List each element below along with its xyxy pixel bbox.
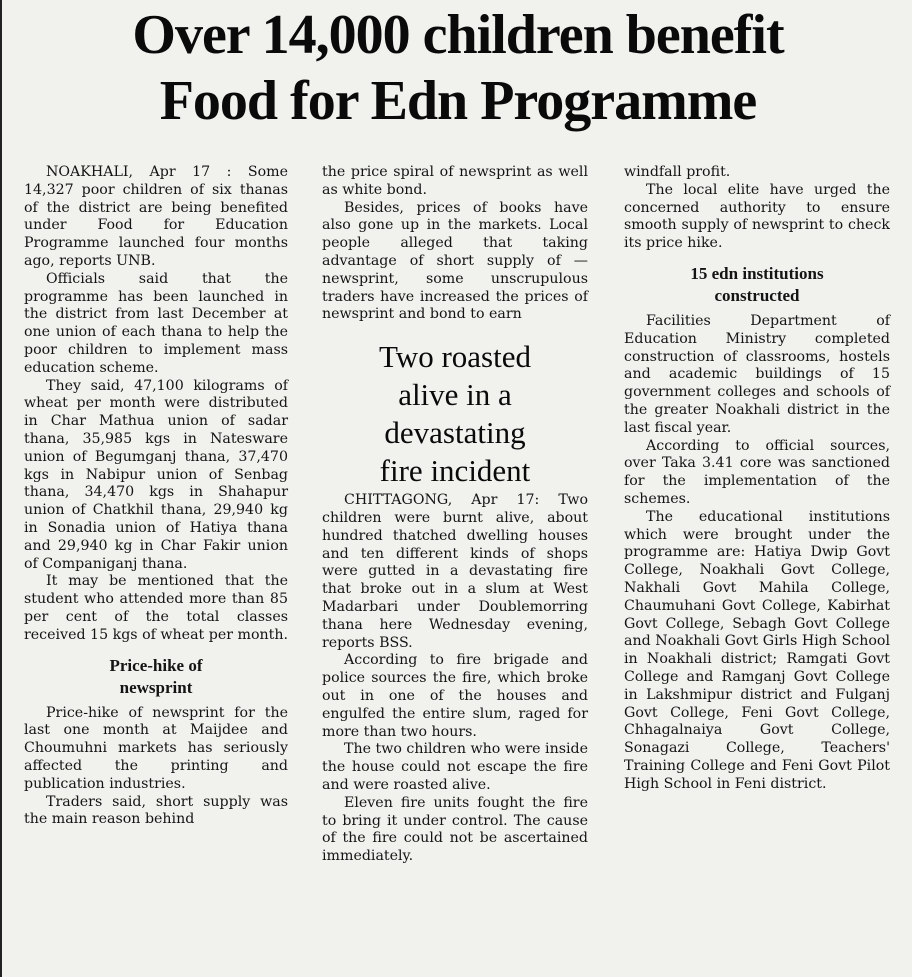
- subhead-price-hike: [24, 655, 288, 699]
- fire-headline-line: alive in a: [398, 377, 512, 413]
- article-1-paragraph: Besides, prices of books have also gone up in the markets. Local people alleged that taking advantage of short supply of — newsprint, some unscrupulous traders have increased the prices of newsprint and bond to earn: [322, 199, 588, 323]
- article-1-paragraph: Facilities Department of Education Ministry completed construction of classrooms, hostels and academic buildings of 15 government colleges and schools of the greater Noakhali district in the last fiscal year.: [624, 312, 890, 436]
- subhead-line: constructed: [714, 285, 800, 305]
- article-1-paragraph: NOAKHALI, Apr 17 : Some 14,327 poor children of six thanas of the district are being benefited under Food for Education Programme launched four months ago, reports UNB.: [24, 164, 288, 269]
- article-1-paragraph: The educational institutions which were brought under the programme are: Hatiya Dwip Govt College, Noakhali Govt College, Nakhali Govt Mahila College, Chaumuhani Govt College, Kabirhat Govt College, Sebagh Govt College and Noakhali Govt Girls High School in Noakhali district; Ramgati Govt College and Ramganj Govt College in Lakshmipur district and Fulganj Govt College, Feni Govt College, Chhagalnaiya Govt College, Sonagazi College, Teachers' Training College and Feni Govt Pilot High School in Feni district.: [624, 508, 890, 792]
- fire-article-headline: [322, 338, 588, 490]
- main-headline: [2, 2, 912, 134]
- article-1-paragraph: The local elite have urged the concerned authority to ensure smooth supply of newsprint to check its price hike.: [624, 181, 890, 252]
- article-1-paragraph-continued: the price spiral of newsprint as well as white bond.: [322, 164, 588, 198]
- column-3: [624, 164, 890, 794]
- column-2: [322, 164, 588, 866]
- article-1-paragraph: Officials said that the programme has been launched in the district from last December at one union of each thana to help the poor children to implement mass education scheme.: [24, 270, 288, 376]
- article-1-paragraph: According to official sources, over Taka 3.41 core was sanctioned for the implementation of the schemes.: [624, 437, 890, 507]
- article-1-paragraph-continued: windfall profit.: [624, 164, 731, 180]
- article-2-paragraph: Eleven fire units fought the fire to bring it under control. The cause of the fire could not be ascertained immediately.: [322, 794, 588, 865]
- subhead-line: 15 edn institutions: [690, 263, 824, 283]
- article-2-paragraph: According to fire brigade and police sources the fire, which broke out in one of the houses and engulfed the entire slum, raged for more than two hours.: [322, 652, 588, 740]
- fire-headline-line: fire incident: [379, 453, 531, 489]
- main-headline-line-2: Food for Edn Programme: [159, 70, 757, 132]
- article-2-paragraph: The two children who were inside the house could not escape the fire and were roasted alive.: [322, 741, 589, 793]
- main-headline-line-1: Over 14,000 children benefit: [132, 4, 784, 66]
- article-2-paragraph: CHITTAGONG, Apr 17: Two children were burnt alive, about hundred thatched dwelling houses and ten different kinds of shops were gutted in a devastating fire that broke out in a slum at West Madarbari under Doublemorring thana here Wednesday evening, reports BSS.: [322, 492, 588, 651]
- article-1-paragraph: They said, 47,100 kilograms of wheat per month were distributed in Char Mathua union of sadar thana, 35,985 kgs in Natesware union of Begumganj thana, 37,470 kgs in Nabipur union of Senbag thana, 34,470 kgs in Shahapur union of Chatkhil thana, 29,940 kg in Sonadia union of Hatiya thana and 29,940 kg in Char Fakir union of Companiganj thana.: [24, 377, 288, 572]
- article-1-paragraph: Price-hike of newsprint for the last one month at Maijdee and Choumuhni markets has seriously affected the printing and publication industries.: [24, 704, 288, 792]
- fire-headline-line: Two roasted: [379, 339, 531, 375]
- subhead-edn-institutions: [624, 263, 890, 307]
- subhead-line: Price-hike of: [109, 655, 203, 675]
- subhead-line: newsprint: [119, 677, 193, 697]
- fire-headline-line: devastating: [384, 415, 526, 451]
- column-1: [24, 164, 288, 829]
- article-1-paragraph: Traders said, short supply was the main reason behind: [24, 793, 288, 828]
- article-1-paragraph: It may be mentioned that the student who attended more than 85 per cent of the total classes received 15 kgs of wheat per month.: [24, 573, 288, 643]
